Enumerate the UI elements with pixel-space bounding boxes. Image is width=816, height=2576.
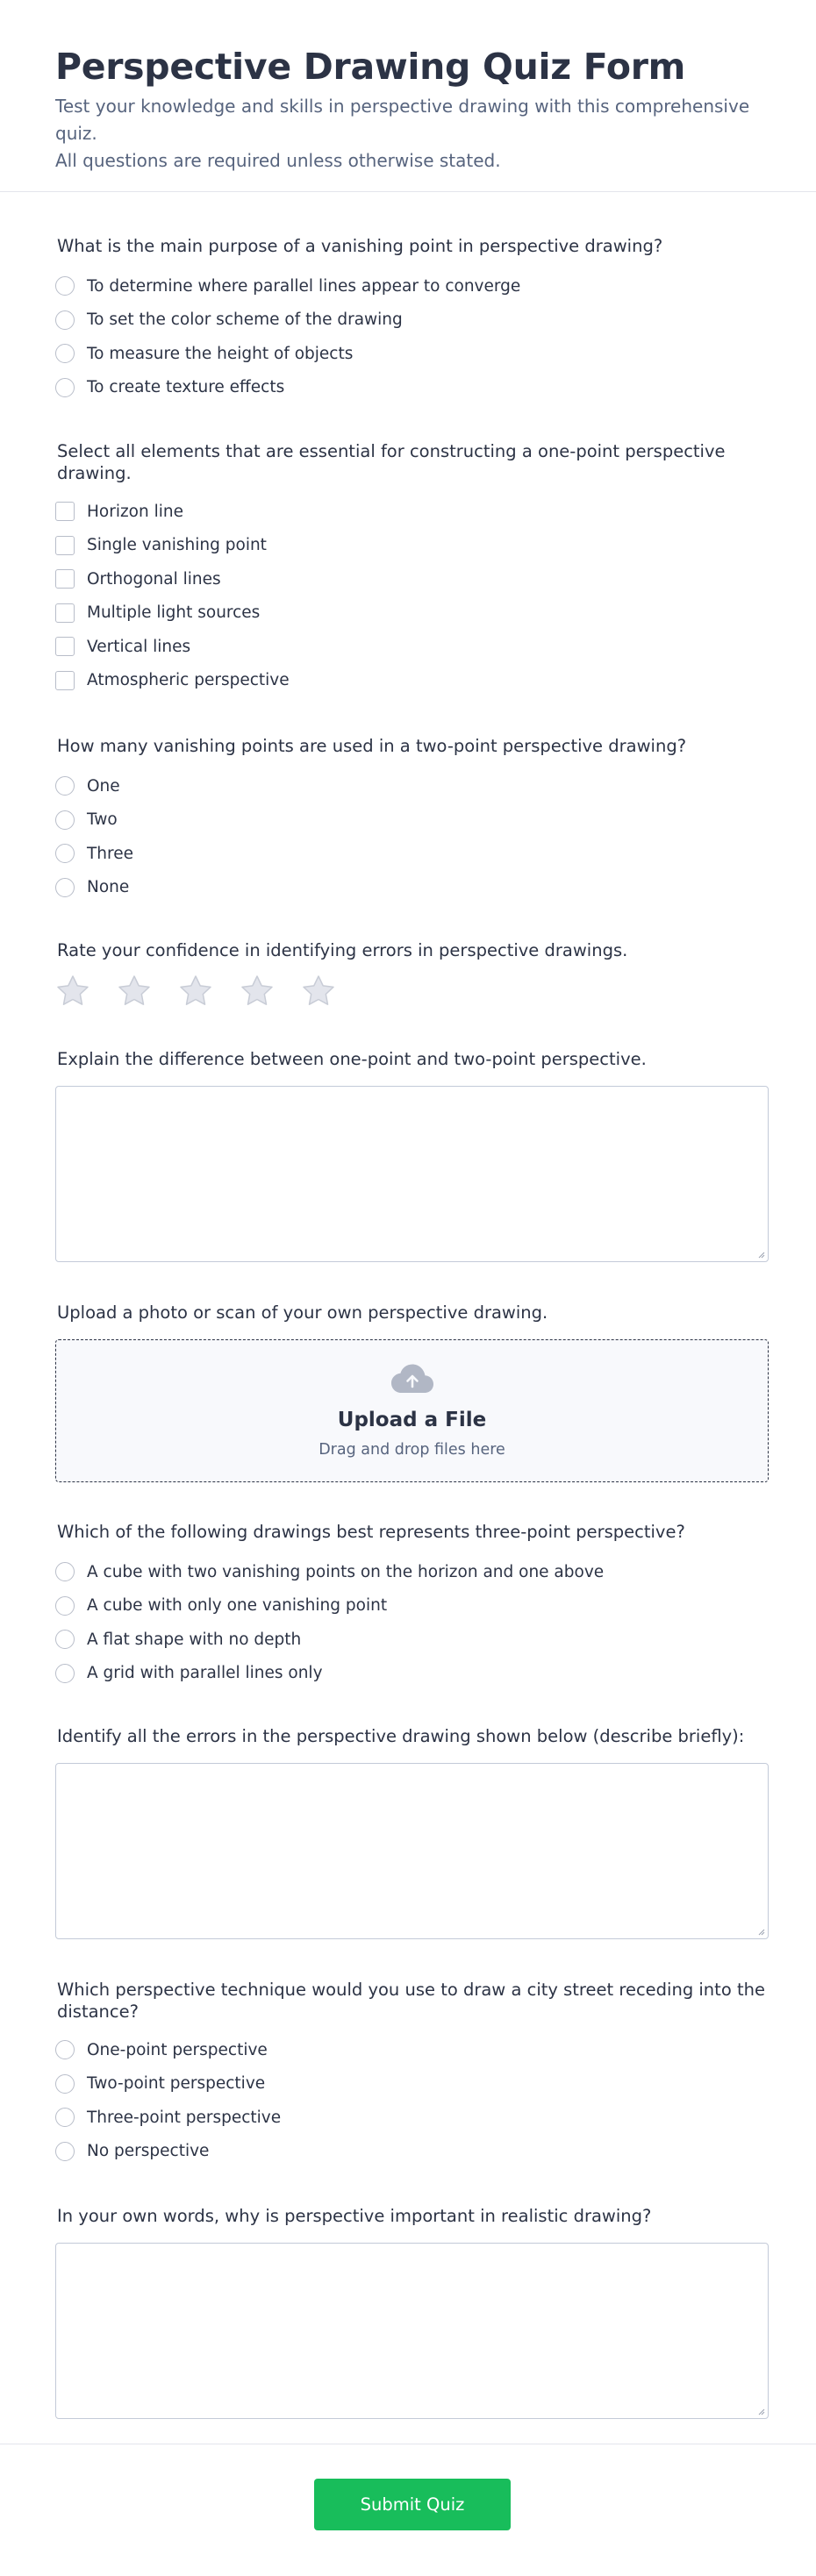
question-label [55, 440, 769, 484]
checkbox[interactable] [55, 569, 75, 589]
star-icon[interactable] [240, 974, 275, 1009]
resize-handle-icon[interactable] [757, 2408, 765, 2415]
star-rating [55, 974, 769, 1009]
radio-option[interactable] [55, 2033, 769, 2067]
checkbox-option-label: Orthogonal lines [87, 569, 221, 589]
star-icon[interactable] [55, 974, 90, 1009]
question-label: Rate your confidence in identifying errors in perspective drawings. [57, 940, 628, 960]
checkbox-option[interactable] [55, 495, 769, 529]
checkbox-option-label: Single vanishing point [87, 536, 267, 555]
radio-option[interactable] [55, 303, 769, 338]
question-why-perspective-important [55, 2205, 769, 2419]
radio-option-label: No perspective [87, 2142, 210, 2161]
checkbox[interactable] [55, 502, 75, 521]
radio-option[interactable] [55, 2067, 769, 2101]
radio-button[interactable] [55, 310, 75, 330]
question-label: Upload a photo or scan of your own perspective drawing. [57, 1302, 548, 1323]
radio-option-label: A cube with only one vanishing point [87, 1596, 388, 1616]
radio-option-label: None [87, 878, 130, 897]
question-label-line-1: Select all elements that are essential for constructing a one-point perspective [57, 441, 726, 461]
submit-button[interactable]: Submit Quiz [314, 2479, 511, 2530]
checkbox-group [55, 495, 769, 697]
radio-button[interactable] [55, 1596, 75, 1616]
resize-handle-icon[interactable] [757, 1251, 765, 1259]
radio-button[interactable] [55, 344, 75, 363]
question-vanishing-point-purpose [55, 235, 769, 404]
radio-button[interactable] [55, 276, 75, 296]
question-confidence-rating [55, 939, 769, 1009]
star-icon[interactable] [117, 974, 152, 1009]
question-one-point-elements [55, 440, 769, 697]
radio-option[interactable] [55, 837, 769, 871]
radio-option[interactable] [55, 1555, 769, 1589]
form-footer [0, 2444, 816, 2576]
question-label: Explain the difference between one-point and two-point perspective. [57, 1049, 647, 1069]
answer-textarea[interactable] [55, 1086, 769, 1262]
radio-option[interactable] [55, 269, 769, 303]
checkbox[interactable] [55, 637, 75, 656]
question-two-point-count [55, 735, 769, 904]
radio-button[interactable] [55, 844, 75, 863]
upload-title: Upload a File [337, 1409, 487, 1431]
radio-option-label: To create texture effects [87, 378, 285, 397]
answer-textarea[interactable] [55, 1763, 769, 1939]
checkbox-option[interactable] [55, 562, 769, 596]
checkbox-option-label: Horizon line [87, 502, 183, 521]
radio-option[interactable] [55, 1589, 769, 1623]
checkbox-option-label: Vertical lines [87, 637, 191, 656]
radio-option-label: To measure the height of objects [87, 344, 354, 363]
question-label: In your own words, why is perspective important in realistic drawing? [57, 2206, 652, 2226]
radio-option-label: Three-point perspective [87, 2108, 282, 2127]
star-icon[interactable] [301, 974, 336, 1009]
checkbox-option[interactable] [55, 529, 769, 563]
question-label: What is the main purpose of a vanishing point in perspective drawing? [57, 236, 663, 256]
radio-button[interactable] [55, 378, 75, 397]
radio-option-label: A grid with parallel lines only [87, 1664, 323, 1683]
form-header [0, 0, 816, 192]
radio-option-label: A cube with two vanishing points on the horizon and one above [87, 1562, 605, 1581]
question-upload-drawing [55, 1302, 769, 1482]
radio-option[interactable] [55, 1623, 769, 1657]
radio-option-label: One-point perspective [87, 2040, 268, 2059]
radio-button[interactable] [55, 2108, 75, 2127]
question-city-street-technique [55, 1979, 769, 2168]
radio-button[interactable] [55, 1630, 75, 1649]
radio-button[interactable] [55, 1562, 75, 1581]
question-label [55, 1979, 769, 2023]
radio-button[interactable] [55, 776, 75, 796]
radio-button[interactable] [55, 810, 75, 830]
question-identify-errors [55, 1725, 769, 1939]
question-three-point-drawing [55, 1521, 769, 1690]
radio-button[interactable] [55, 878, 75, 897]
radio-option[interactable] [55, 1657, 769, 1691]
answer-textarea[interactable] [55, 2243, 769, 2419]
radio-option[interactable] [55, 371, 769, 405]
file-upload-dropzone[interactable] [55, 1339, 769, 1482]
question-label: Which of the following drawings best represents three-point perspective? [57, 1522, 685, 1542]
question-label: Identify all the errors in the perspective drawing shown below (describe briefly): [57, 1726, 745, 1746]
checkbox[interactable] [55, 603, 75, 623]
radio-option[interactable] [55, 337, 769, 371]
star-icon[interactable] [178, 974, 213, 1009]
radio-option-label: To set the color scheme of the drawing [87, 310, 403, 330]
radio-option[interactable] [55, 2101, 769, 2135]
resize-handle-icon[interactable] [757, 1928, 765, 1936]
radio-option-label: To determine where parallel lines appear to converge [87, 276, 521, 296]
question-explain-difference [55, 1048, 769, 1262]
question-label: How many vanishing points are used in a two-point perspective drawing? [57, 736, 687, 756]
upload-subtitle: Drag and drop files here [319, 1441, 505, 1459]
radio-group [55, 1555, 769, 1690]
checkbox-option[interactable] [55, 596, 769, 631]
radio-button[interactable] [55, 2040, 75, 2059]
question-label-line-1: Which perspective technique would you use to draw a city street receding into the [57, 1980, 765, 2000]
cloud-upload-icon [390, 1363, 434, 1395]
radio-option-label: Two-point perspective [87, 2074, 266, 2094]
radio-group [55, 769, 769, 904]
radio-group [55, 269, 769, 404]
radio-option[interactable] [55, 871, 769, 905]
form-description-line-1: Test your knowledge and skills in perspective drawing with this comprehensive quiz. [55, 96, 750, 144]
page-title: Perspective Drawing Quiz Form [55, 46, 686, 88]
radio-option-label: Three [87, 844, 133, 863]
radio-option[interactable] [55, 2135, 769, 2169]
checkbox-option[interactable] [55, 664, 769, 698]
checkbox-option[interactable] [55, 630, 769, 664]
form-description-line-2: All questions are required unless otherwise stated. [55, 150, 501, 171]
checkbox[interactable] [55, 536, 75, 555]
radio-button[interactable] [55, 2074, 75, 2094]
radio-group [55, 2033, 769, 2168]
question-label-line-2: drawing. [57, 463, 132, 483]
radio-button[interactable] [55, 2142, 75, 2161]
radio-option[interactable] [55, 803, 769, 838]
radio-option[interactable] [55, 769, 769, 803]
radio-option-label: Two [87, 810, 118, 830]
form-description [55, 93, 761, 175]
question-label-line-2: distance? [57, 2002, 139, 2022]
checkbox[interactable] [55, 671, 75, 690]
radio-option-label: One [87, 776, 120, 796]
checkbox-option-label: Multiple light sources [87, 603, 261, 623]
radio-button[interactable] [55, 1664, 75, 1683]
checkbox-option-label: Atmospheric perspective [87, 671, 290, 690]
radio-option-label: A flat shape with no depth [87, 1630, 302, 1649]
